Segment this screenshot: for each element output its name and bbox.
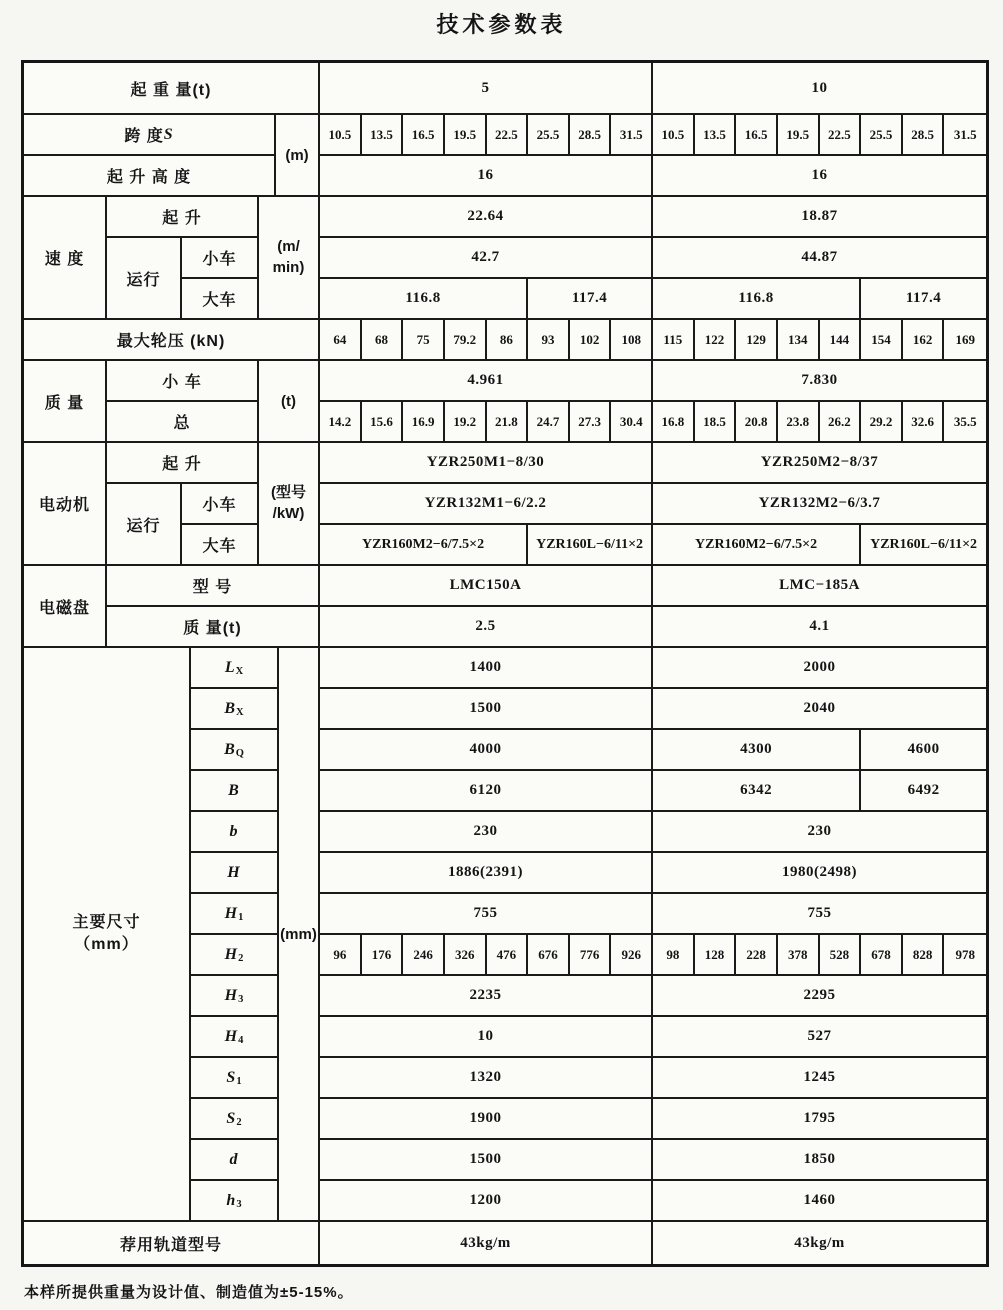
magnet-mass-value-5t: 2.5: [320, 607, 653, 648]
band-motor: [24, 443, 986, 566]
rail-value-10t: 43kg/m: [794, 1234, 845, 1251]
wheel-pressure-cell: 154: [861, 320, 903, 361]
dim-value-cell: 1850: [653, 1140, 986, 1181]
dim-value-cell: 326: [445, 935, 487, 976]
span-symbol: S: [163, 125, 174, 143]
crane-speed-label: 大车: [182, 279, 259, 320]
dim-symbol-H3: H 3: [191, 976, 279, 1017]
capacity-value-10t: 10: [653, 63, 986, 115]
motor-crane-value: YZR160L−6/11×2: [528, 525, 653, 566]
capacity-label: 起 重 量(t): [24, 63, 320, 115]
trolley-speed-label: 小车: [182, 238, 259, 279]
wheel-pressure-cell: 108: [611, 320, 653, 361]
motor-unit: (型号 /kW): [259, 443, 320, 566]
dim-symbol-S2: S 2: [191, 1099, 279, 1140]
trolley-mass-value-5t: 4.961: [320, 361, 653, 402]
span-value-cell: 22.5: [820, 115, 862, 156]
mass-unit: (t): [259, 361, 320, 443]
total-mass-cell: 21.8: [487, 402, 529, 443]
span-value-cell: 31.5: [944, 115, 986, 156]
dim-value-cell: 1900: [320, 1099, 653, 1140]
wheel-pressure-cell: 64: [320, 320, 362, 361]
hoist-speed-label: 起 升: [107, 197, 259, 238]
motor-trolley-label: 小车: [182, 484, 259, 525]
row-rail: [24, 1222, 986, 1264]
dim-value-cell: 1795: [653, 1099, 986, 1140]
span-value-cell: 28.5: [570, 115, 612, 156]
total-mass-cell: 23.8: [778, 402, 820, 443]
band-magnet: [24, 566, 986, 648]
crane-speed-value: 116.8: [653, 279, 861, 320]
dim-value-cell: 1200: [320, 1181, 653, 1222]
row-wheel-pressure: [24, 320, 986, 361]
dim-value-cell: 1500: [320, 689, 653, 730]
capacity-value-5t: 5: [320, 63, 653, 115]
speed-travel-label: 运行: [107, 238, 182, 320]
total-mass-cell: 15.6: [362, 402, 404, 443]
dim-symbol-S1: S 1: [191, 1058, 279, 1099]
motor-trolley-value-5t: YZR132M1−6/2.2: [320, 484, 653, 525]
band-speed: [24, 197, 986, 320]
band-span: [24, 115, 986, 197]
dim-value-cell: 755: [320, 894, 653, 935]
dim-value-cell: 926: [611, 935, 653, 976]
span-value-cell: 25.5: [861, 115, 903, 156]
magnet-mass-value-10t: 4.1: [653, 607, 986, 648]
total-mass-cell: 32.6: [903, 402, 945, 443]
span-value-cell: 22.5: [487, 115, 529, 156]
wheel-pressure-cell: 75: [403, 320, 445, 361]
total-mass-cell: 14.2: [320, 402, 362, 443]
dim-symbol-b: b: [191, 812, 279, 853]
total-mass-cell: 16.8: [653, 402, 695, 443]
dim-value-cell: 1320: [320, 1058, 653, 1099]
magnet-model-value-5t: LMC150A: [320, 566, 653, 607]
span-value-cell: 25.5: [528, 115, 570, 156]
lift-height-label: 起 升 高 度: [24, 156, 276, 197]
speed-unit: (m/ min): [259, 197, 320, 320]
rail-value-5t: 43kg/m: [320, 1222, 653, 1264]
lift-height-value-10t: 16: [653, 156, 986, 197]
dim-value-cell: 98: [653, 935, 695, 976]
speed-group-label: 速 度: [24, 197, 107, 320]
row-capacity: [24, 63, 986, 115]
dim-value-cell: 828: [903, 935, 945, 976]
total-mass-cell: 30.4: [611, 402, 653, 443]
wheel-pressure-cell: 122: [695, 320, 737, 361]
band-mass: [24, 361, 986, 443]
total-mass-cell: 27.3: [570, 402, 612, 443]
dim-value-cell: 527: [653, 1017, 986, 1058]
band-dimensions: [24, 648, 986, 1222]
motor-crane-value: YZR160M2−6/7.5×2: [320, 525, 528, 566]
dim-value-cell: 176: [362, 935, 404, 976]
trolley-speed-value-10t: 44.87: [653, 238, 986, 279]
wheel-pressure-cell: 79.2: [445, 320, 487, 361]
trolley-mass-label: 小 车: [107, 361, 259, 402]
dim-value-cell: 1886(2391): [320, 853, 653, 894]
lift-height-value-5t: 16: [320, 156, 653, 197]
dim-value-cell: 6492: [861, 771, 986, 812]
motor-crane-label: 大车: [182, 525, 259, 566]
wheel-pressure-cell: 134: [778, 320, 820, 361]
dim-value-cell: 230: [320, 812, 653, 853]
dim-value-cell: 2040: [653, 689, 986, 730]
magnet-mass-label: 质 量(t): [107, 607, 320, 648]
dims-unit: (mm): [279, 648, 320, 1222]
motor-hoist-label: 起 升: [107, 443, 259, 484]
dim-value-cell: 96: [320, 935, 362, 976]
magnet-model-label: 型 号: [107, 566, 320, 607]
motor-crane-value: YZR160L−6/11×2: [861, 525, 986, 566]
wheel-pressure-cell: 68: [362, 320, 404, 361]
dim-value-cell: 755: [653, 894, 986, 935]
dim-value-cell: 476: [487, 935, 529, 976]
total-mass-cell: 20.8: [736, 402, 778, 443]
wheel-pressure-cell: 93: [528, 320, 570, 361]
dim-value-cell: 528: [820, 935, 862, 976]
span-unit: (m): [276, 115, 320, 197]
motor-group-label: 电动机: [24, 443, 107, 566]
dim-symbol-LX: L X: [191, 648, 279, 689]
dim-symbol-H1: H 1: [191, 894, 279, 935]
dim-value-cell: 2235: [320, 976, 653, 1017]
dim-symbol-H4: H 4: [191, 1017, 279, 1058]
total-mass-cell: 24.7: [528, 402, 570, 443]
span-value-cell: 28.5: [903, 115, 945, 156]
wheel-pressure-cell: 86: [487, 320, 529, 361]
dim-value-cell: 6120: [320, 771, 653, 812]
dim-value-cell: 378: [778, 935, 820, 976]
crane-speed-value: 117.4: [528, 279, 653, 320]
dim-value-cell: 1500: [320, 1140, 653, 1181]
dim-value-cell: 2000: [653, 648, 986, 689]
span-value-cell: 10.5: [320, 115, 362, 156]
span-value-cell: 19.5: [778, 115, 820, 156]
span-value-cell: 16.5: [403, 115, 445, 156]
dim-value-cell: 1245: [653, 1058, 986, 1099]
wheel-pressure-cell: 102: [570, 320, 612, 361]
span-value-cell: 10.5: [653, 115, 695, 156]
dim-value-cell: 4300: [653, 730, 861, 771]
dim-symbol-B: B: [191, 771, 279, 812]
total-mass-label: 总: [107, 402, 259, 443]
motor-hoist-value-10t: YZR250M2−8/37: [653, 443, 986, 484]
wheel-pressure-label: 最大轮压 (kN): [24, 320, 320, 361]
hoist-speed-value-5t: 22.64: [320, 197, 653, 238]
dim-value-cell: 1980(2498): [653, 853, 986, 894]
wheel-pressure-cell: 162: [903, 320, 945, 361]
total-mass-cell: 19.2: [445, 402, 487, 443]
trolley-mass-value-10t: 7.830: [653, 361, 986, 402]
wheel-pressure-cell: 144: [820, 320, 862, 361]
dim-value-cell: 1460: [653, 1181, 986, 1222]
dim-value-cell: 230: [653, 812, 986, 853]
total-mass-cell: 35.5: [944, 402, 986, 443]
crane-speed-value: 117.4: [861, 279, 986, 320]
span-value-cell: 13.5: [362, 115, 404, 156]
magnet-model-value-10t: LMC−185A: [653, 566, 986, 607]
dim-symbol-BQ: B Q: [191, 730, 279, 771]
span-value-cell: 13.5: [695, 115, 737, 156]
dim-symbol-d: d: [191, 1140, 279, 1181]
mass-group-label: 质 量: [24, 361, 107, 443]
span-value-cell: 16.5: [736, 115, 778, 156]
motor-travel-label: 运行: [107, 484, 182, 566]
magnet-group-label: 电磁盘: [24, 566, 107, 648]
wheel-pressure-cell: 129: [736, 320, 778, 361]
dim-symbol-H2: H 2: [191, 935, 279, 976]
dim-value-cell: 4600: [861, 730, 986, 771]
spec-table: [21, 60, 989, 1267]
dim-symbol-BX: B X: [191, 689, 279, 730]
wheel-pressure-cell: 169: [944, 320, 986, 361]
dim-symbol-H: H: [191, 853, 279, 894]
dim-value-cell: 678: [861, 935, 903, 976]
span-label: 跨 度 S: [24, 115, 276, 156]
total-mass-cell: 29.2: [861, 402, 903, 443]
dim-value-cell: 246: [403, 935, 445, 976]
footnote: 本样所提供重量为设计值、制造值为±5-15%。: [24, 1284, 354, 1301]
span-value-cell: 31.5: [611, 115, 653, 156]
dim-value-cell: 2295: [653, 976, 986, 1017]
dim-value-cell: 6342: [653, 771, 861, 812]
motor-crane-value: YZR160M2−6/7.5×2: [653, 525, 861, 566]
total-mass-cell: 16.9: [403, 402, 445, 443]
dim-value-cell: 228: [736, 935, 778, 976]
dim-value-cell: 10: [320, 1017, 653, 1058]
motor-trolley-value-10t: YZR132M2−6/3.7: [653, 484, 986, 525]
hoist-speed-value-10t: 18.87: [653, 197, 986, 238]
dim-symbol-h3: h 3: [191, 1181, 279, 1222]
rail-label: 荐用轨道型号: [24, 1222, 320, 1264]
total-mass-cell: 18.5: [695, 402, 737, 443]
dim-value-cell: 776: [570, 935, 612, 976]
page-title: 技术参数表: [436, 12, 567, 37]
motor-hoist-value-5t: YZR250M1−8/30: [320, 443, 653, 484]
crane-speed-value: 116.8: [320, 279, 528, 320]
span-value-cell: 19.5: [445, 115, 487, 156]
dim-value-cell: 4000: [320, 730, 653, 771]
dims-group-label: 主要尺寸 （mm）: [24, 648, 191, 1222]
dim-value-cell: 128: [695, 935, 737, 976]
total-mass-cell: 26.2: [820, 402, 862, 443]
dim-value-cell: 1400: [320, 648, 653, 689]
dim-value-cell: 676: [528, 935, 570, 976]
wheel-pressure-cell: 115: [653, 320, 695, 361]
trolley-speed-value-5t: 42.7: [320, 238, 653, 279]
dim-value-cell: 978: [944, 935, 986, 976]
